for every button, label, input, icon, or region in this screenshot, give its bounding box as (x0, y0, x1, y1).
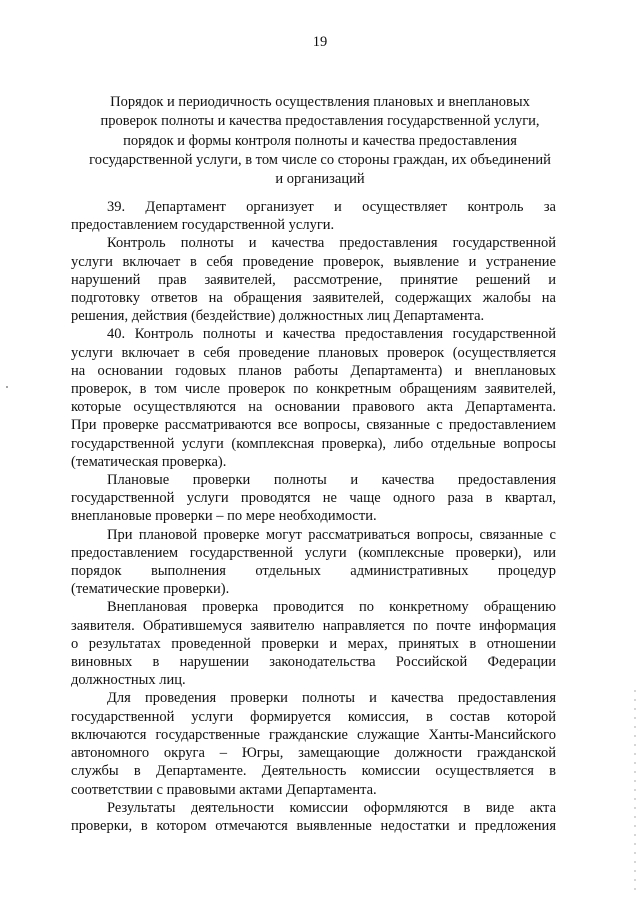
paragraph-line: нарушений прав заявителей, рассмотрение, принятие решений и (71, 271, 556, 288)
scan-edge-artifact (634, 690, 636, 890)
paragraph-line: государственной услуги проводятся не чаще одного раза в квартал, (71, 490, 556, 507)
paragraph-line: подготовку ответов на обращения заявителей, содержащих жалобы на (71, 290, 556, 307)
paragraph-line: Плановые проверки полноты и качества предоставления (107, 472, 556, 489)
paragraph-line: услуги включает в себя проведение плановых проверок (осуществляется (71, 344, 556, 361)
paragraph (71, 325, 556, 471)
paragraph-line: Внеплановая проверка проводится по конкретному обращению (107, 599, 556, 616)
paragraph-line: (тематическая проверка). (71, 453, 227, 470)
paragraph-line: услуги включает в себя проведение проверок, выявление и устранение (71, 253, 556, 270)
paragraph-line: виновных в нарушении законодательства Российской Федерации (71, 654, 556, 671)
paragraph-line: государственной услуги (комплексная проверка), либо отдельные вопросы (71, 435, 556, 452)
paragraph-line: проверки, в котором отмечаются выявленные недостатки и предложения (71, 817, 556, 834)
paragraph (71, 799, 556, 835)
paragraph-line: 40. Контроль полноты и качества предоставления государственной (107, 326, 556, 343)
paragraph (71, 689, 556, 798)
paragraph-line: проверок, в том числе проверок по конкретным обращениям заявителей, (71, 381, 556, 398)
heading-line: Порядок и периодичность осуществления плановых и внеплановых (110, 94, 530, 110)
heading-line: проверок полноты и качества предоставления государственной услуги, (100, 113, 540, 130)
heading-line: порядок и формы контроля полноты и качества предоставления (123, 132, 517, 149)
paragraph-line: внеплановые проверки – по мере необходимости. (71, 508, 377, 525)
paragraph (71, 198, 556, 234)
paragraph-line: на основании годовых планов работы Департамента) и внеплановых (71, 362, 556, 379)
paragraph-line: 39. Департамент организует и осуществляет контроль за (107, 199, 556, 215)
paragraph-line: Для проведения проверки полноты и качества предоставления (107, 690, 556, 707)
paragraph-line: решения, действия (бездействие) должностных лиц Департамента. (71, 308, 485, 325)
section-heading (60, 93, 580, 189)
paragraph-line: (тематические проверки). (71, 581, 230, 598)
paragraph-line: предоставлением государственной услуги. (71, 217, 335, 234)
paragraph-line: службы в Департаменте. Деятельность комиссии осуществляется в (71, 763, 556, 780)
heading-line: и организаций (275, 171, 365, 188)
paragraph-line: При проверке рассматриваются все вопросы, связанные с предоставлением (71, 417, 556, 434)
paragraph-line: Контроль полноты и качества предоставления государственной (107, 235, 556, 252)
paragraph-line: которые осуществляются на основании правового акта Департамента. (71, 399, 556, 416)
paragraph-line: автономного округа – Югры, замещающие должности гражданской (71, 745, 556, 762)
paragraph (71, 598, 556, 689)
paragraph-line: заявителя. Обратившемуся заявителю направляется по почте информация (71, 617, 556, 634)
paragraph-line: о результатах проведенной проверки и мерах, принятых в отношении (71, 635, 556, 652)
paragraph-line: соответствии с правовыми актами Департамента. (71, 781, 377, 798)
scan-artifact (6, 386, 8, 388)
paragraph-line: государственной услуги формируется комиссия, в состав которой (71, 708, 556, 725)
heading-line: государственной услуги, в том числе со стороны граждан, их объединений (89, 151, 551, 168)
body-text (71, 198, 556, 835)
paragraph-line: Результаты деятельности комиссии оформляются в виде акта (107, 799, 556, 816)
paragraph (71, 234, 556, 325)
page-number: 19 (312, 34, 328, 50)
paragraph (71, 526, 556, 599)
paragraph-line: должностных лиц. (71, 672, 186, 689)
paragraph-line: предоставлением государственной услуги (комплексные проверки), или (71, 544, 556, 561)
paragraph-line: включаются государственные гражданские служащие Ханты-Мансийского (71, 726, 556, 743)
paragraph (71, 471, 556, 526)
paragraph-line: порядок выполнения отдельных административных процедур (71, 563, 556, 580)
paragraph-line: При плановой проверке могут рассматриваться вопросы, связанные с (107, 526, 556, 543)
